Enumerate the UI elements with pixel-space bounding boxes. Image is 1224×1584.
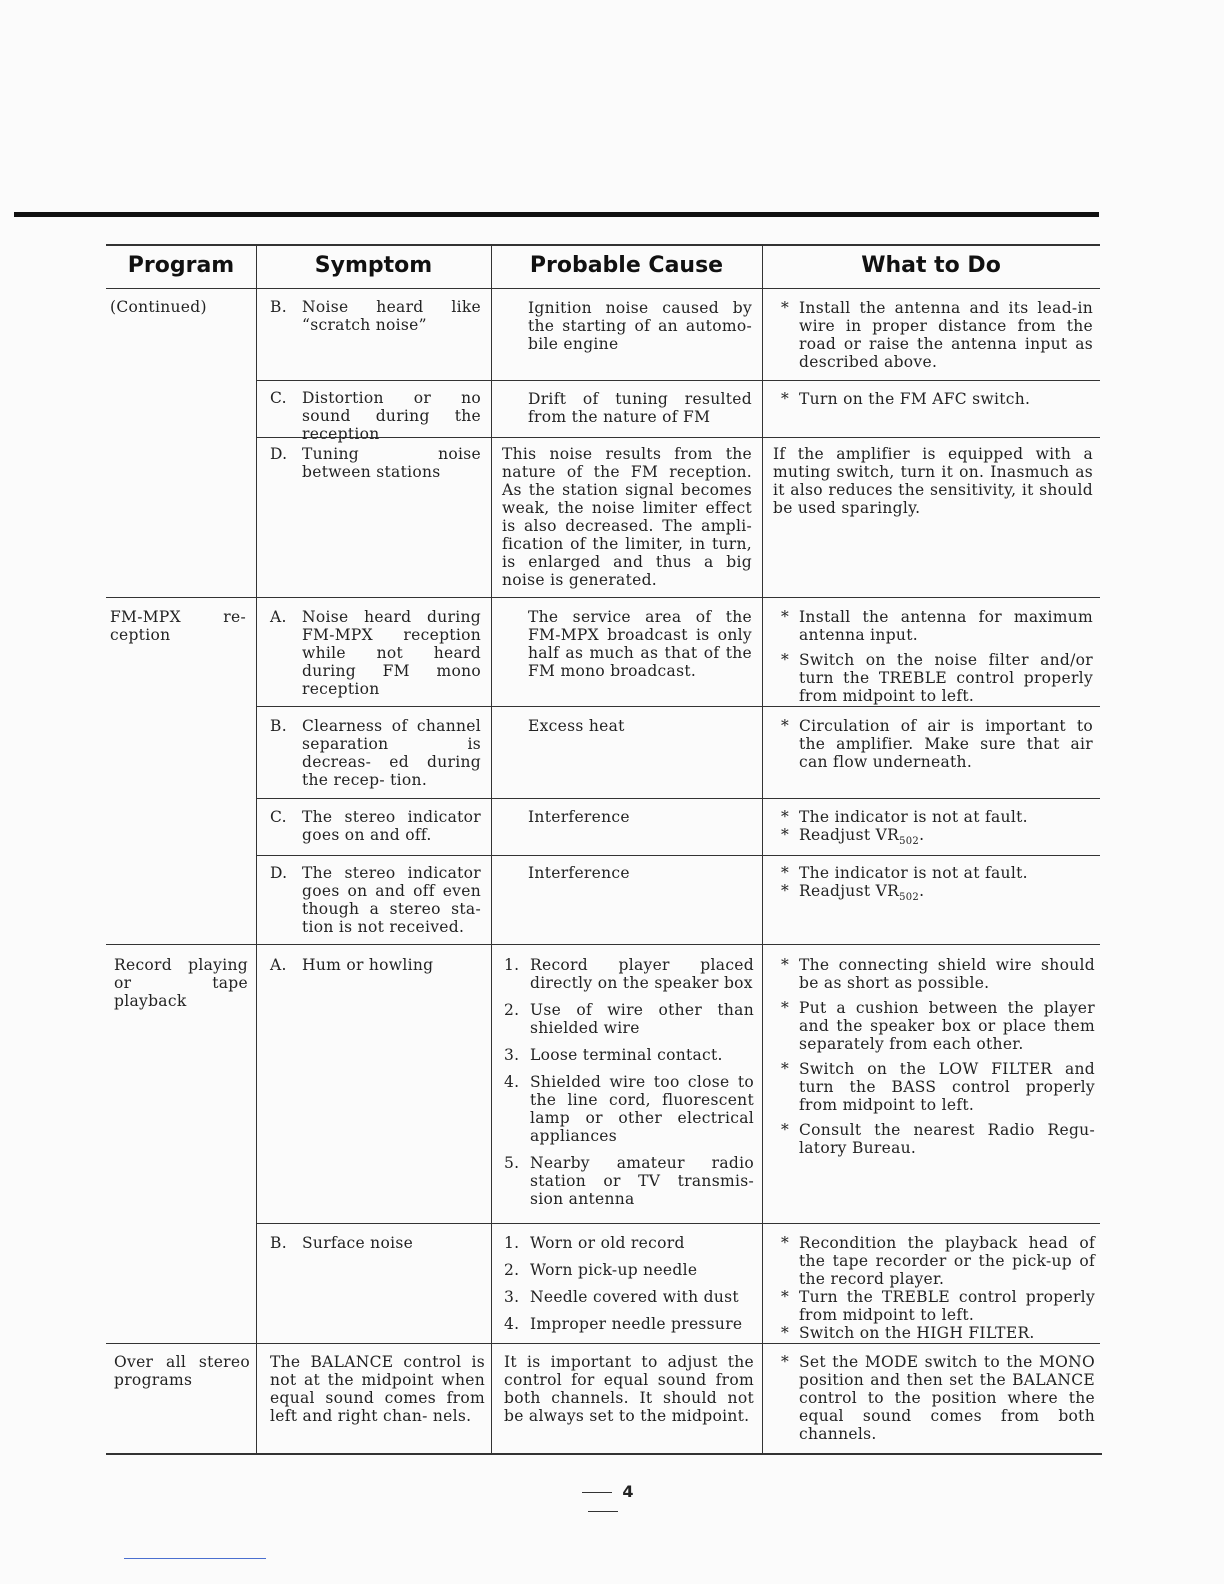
symptom-fm-d: D. The stereo indicator goes on and off even though a stereo sta- tion is not received.	[270, 864, 481, 936]
list-item: 5. Nearby amateur radio station or TV transmis- sion antenna	[504, 1154, 754, 1208]
cause-fm-a: The service area of the FM-MPX broadcast is only half as much as that of the FM mono broadcast.	[528, 608, 752, 680]
program-record-playing: Record playing or tape playback	[114, 956, 248, 1010]
list-item: 2. Worn pick-up needle	[504, 1261, 698, 1279]
list-item: 4. Shielded wire too close to the line cord, fluorescent lamp or other electrical appliances	[504, 1073, 754, 1145]
todo-cont-c: * Turn on the FM AFC switch.	[781, 390, 1031, 408]
list-item: 2. Use of wire other than shielded wire	[504, 1001, 754, 1037]
row-rule	[256, 1223, 1100, 1224]
todo-fm-b: * Circulation of air is important to the amplifier. Make sure that air can flow underneath.	[781, 717, 1093, 771]
todo-cont-b: * Install the antenna and its lead-in wire in proper distance from the road or raise the antenna input as described above.	[781, 299, 1093, 371]
list-item: 4. Improper needle pressure	[504, 1315, 743, 1333]
todo-rec-a: * The connecting shield wire should be as short as possible. * Put a cushion between the player and the speaker box or place them separately from each other. * Switch on the LOW FILTER and turn the BASS control properly from midpoint to left. * Consult the nearest Radio Regu- latory Bureau.	[781, 956, 1095, 1157]
todo-fm-a: * Install the antenna for maximum antenna input. * Switch on the noise filter and/or turn the TREBLE control properly from midpoint to left.	[781, 608, 1093, 705]
cause-rec-b	[504, 1234, 754, 1342]
list-item: 1. Worn or old record	[504, 1234, 685, 1252]
row-rule	[256, 798, 1100, 799]
row-rule	[106, 944, 1100, 945]
todo-cont-d: If the amplifier is equipped with a muting switch, turn it on. Inasmuch as it also reduces the sensitivity, it should be used sparingly.	[773, 445, 1093, 517]
cause-fm-c: Interference	[528, 808, 630, 826]
header-symptom: Symptom	[314, 253, 433, 278]
symptom-cont-b: B. Noise heard like “scratch noise”	[270, 298, 481, 334]
col-divider-3	[762, 246, 763, 1453]
symptom-fm-b: B. Clearness of channel separation is decreas- ed during the recep- tion.	[270, 717, 481, 789]
cause-cont-b: Ignition noise caused by the starting of an automo- bile engine	[528, 299, 752, 353]
symptom-overall: The BALANCE control is not at the midpoint when equal sound comes from left and right chan- nels.	[270, 1353, 485, 1425]
symptom-fm-c: C. The stereo indicator goes on and off.	[270, 808, 481, 844]
symptom-rec-a: A. Hum or howling	[270, 956, 434, 974]
footer-rule	[124, 1558, 266, 1559]
row-rule	[256, 380, 1100, 381]
cause-fm-b: Excess heat	[528, 717, 625, 735]
cause-cont-c: Drift of tuning resulted from the nature of FM	[528, 390, 752, 426]
list-item: 3. Loose terminal contact.	[504, 1046, 723, 1064]
cause-overall: It is important to adjust the control for equal sound from both channels. It should not be always set to the midpoint.	[504, 1353, 754, 1425]
symptom-cont-d: D. Tuning noise between stations	[270, 445, 481, 481]
table-bottom-rule	[106, 1453, 1102, 1455]
list-item: 1. Record player placed directly on the speaker box	[504, 956, 754, 992]
col-divider-2	[491, 246, 492, 1453]
symptom-fm-a: A. Noise heard during FM-MPX reception while not heard during FM mono reception	[270, 608, 481, 698]
cause-cont-d: This noise results from the nature of the FM reception. As the station signal becomes weak, the noise limiter effect is also decreased. The ampli- fication of the limiter, in turn, is enlarged and thus a big noise is generated.	[502, 445, 752, 589]
col-divider-1	[256, 246, 257, 1453]
symptom-cont-c: C. Distortion or no sound during the reception	[270, 389, 481, 443]
page-number: 4	[548, 1482, 658, 1520]
todo-rec-b: * Recondition the playback head of the tape recorder or the pick-up of the record player. * Turn the TREBLE control properly from midpoint to left. * Switch on the HIGH FILTER.	[781, 1234, 1095, 1342]
header-what-to-do: What to Do	[861, 253, 1001, 278]
todo-overall: * Set the MODE switch to the MONO position and then set the BALANCE control to the position where the equal sound comes from both channels.	[781, 1353, 1095, 1443]
todo-fm-c: * The indicator is not at fault. * Readjust $VR_{502}$.	[781, 808, 1028, 848]
top-rule	[14, 212, 1099, 217]
row-rule	[106, 597, 1100, 598]
header-probable-cause: Probable Cause	[529, 253, 724, 278]
program-continued: (Continued)	[110, 298, 207, 316]
symptom-rec-b: B. Surface noise	[270, 1234, 414, 1252]
list-item: 3. Needle covered with dust	[504, 1288, 739, 1306]
program-over-all-stereo: Over all stereo programs	[114, 1353, 250, 1389]
todo-fm-d: * The indicator is not at fault. * Readjust $VR_{502}$.	[781, 864, 1028, 904]
row-rule	[106, 1343, 1100, 1344]
cause-rec-a	[504, 956, 754, 1217]
header-program: Program	[127, 253, 235, 278]
cause-fm-d: Interference	[528, 864, 630, 882]
program-fm-mpx: FM-MPX re- ception	[110, 608, 246, 644]
